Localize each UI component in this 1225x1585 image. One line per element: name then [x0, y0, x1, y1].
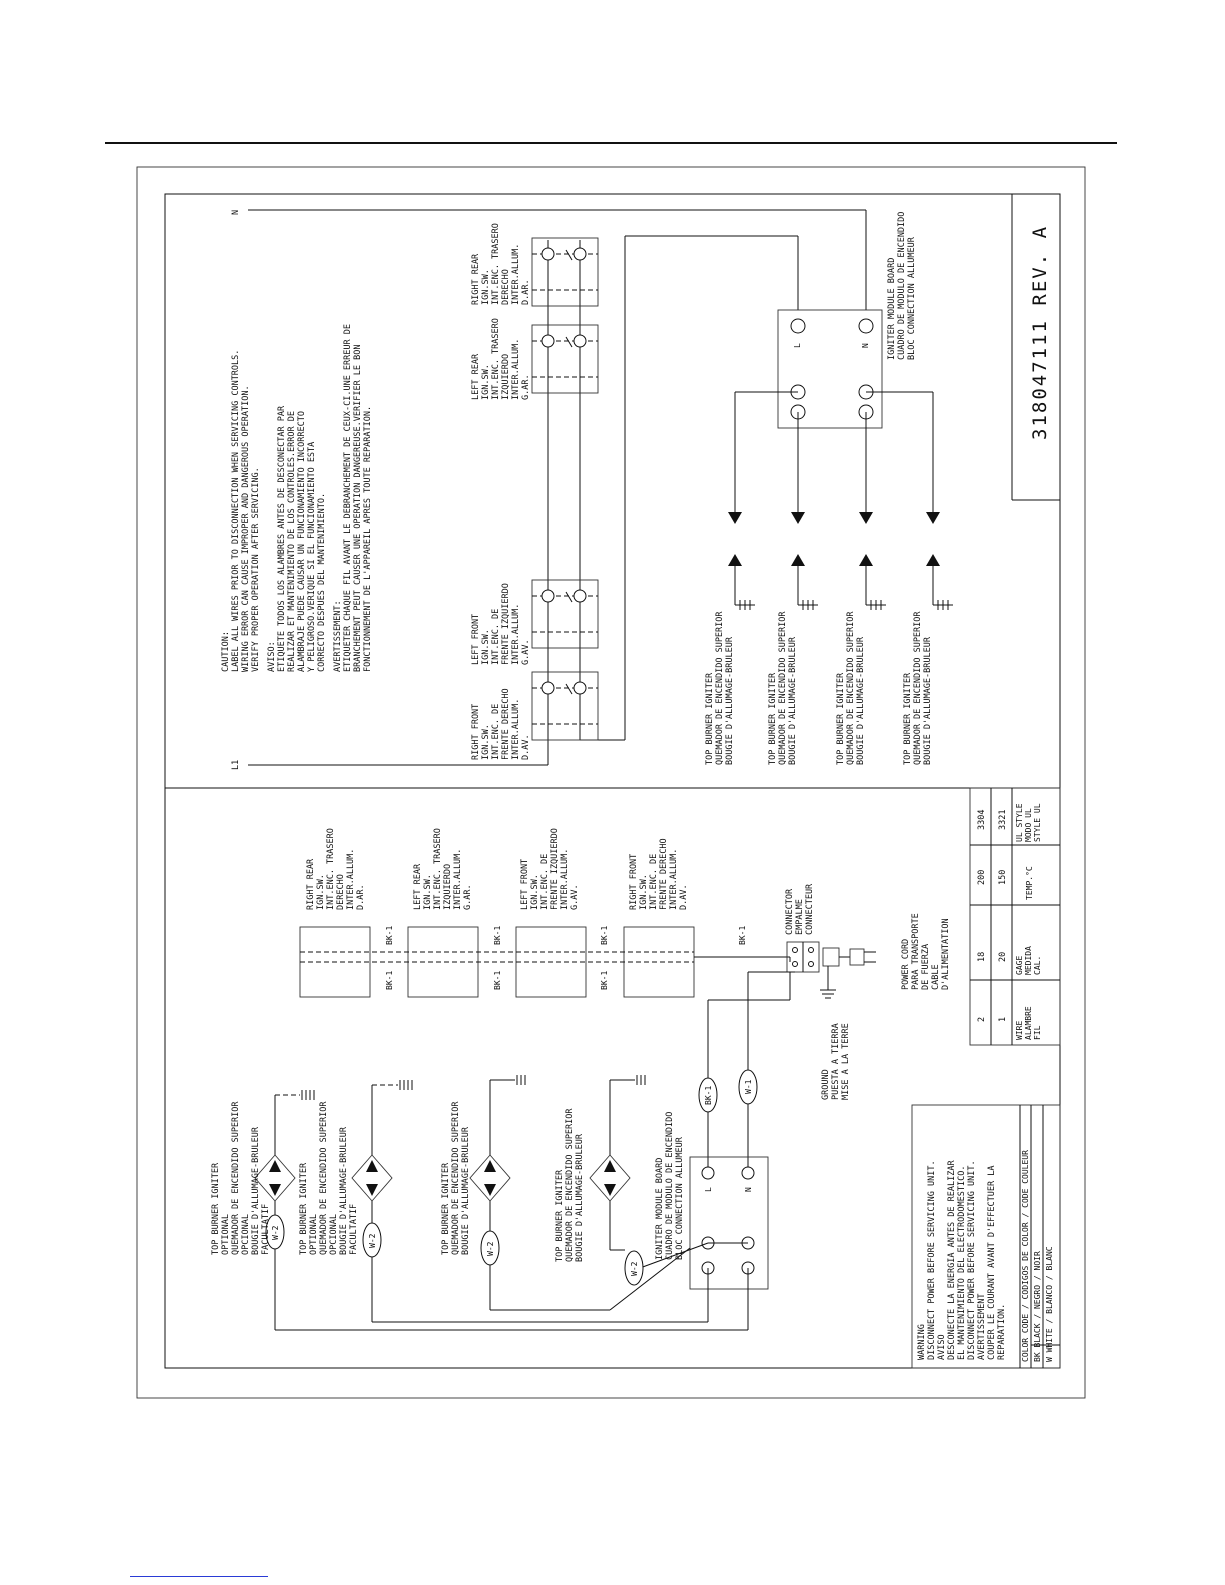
svg-text:INT.ENC. DE: INT.ENC. DE	[540, 853, 550, 910]
svg-text:BOUGIE D'ALLUMAGE-BRULEUR: BOUGIE D'ALLUMAGE-BRULEUR	[856, 637, 866, 765]
caution-line: AVISO:	[267, 641, 277, 672]
igniter-module-lower	[690, 1157, 768, 1289]
svg-text:FRENTE DERECHO: FRENTE DERECHO	[501, 688, 511, 760]
svg-text:BOUGIE D'ALLUMAGE-BRULEUR: BOUGIE D'ALLUMAGE-BRULEUR	[339, 1127, 349, 1255]
svg-text:INTER.ALLUM.: INTER.ALLUM.	[346, 848, 356, 910]
svg-text:GAGE: GAGE	[1015, 955, 1024, 975]
svg-text:LEFT REAR: LEFT REAR	[413, 863, 423, 910]
svg-text:IGN.SW.: IGN.SW.	[316, 874, 326, 910]
svg-text:DE FUERZA: DE FUERZA	[921, 943, 931, 990]
svg-text:INT.ENC. DE: INT.ENC. DE	[491, 703, 501, 760]
switch-label-left-front	[471, 583, 531, 665]
svg-text:STYLE UL: STYLE UL	[1033, 803, 1042, 842]
svg-text:TOP BURNER IGNITER: TOP BURNER IGNITER	[903, 672, 913, 765]
svg-text:IGNITER MODULE BOARD: IGNITER MODULE BOARD	[655, 1157, 665, 1260]
svg-text:CONNECTEUR: CONNECTEUR	[805, 883, 815, 935]
svg-text:IGN.SW.: IGN.SW.	[481, 629, 491, 665]
svg-text:ALAMBRE: ALAMBRE	[1024, 1006, 1033, 1040]
pictorial-label-left-rear	[413, 828, 473, 910]
svg-text:QUEMADOR DE ENCENDIDO SUPERIOR: QUEMADOR DE ENCENDIDO SUPERIOR	[451, 1101, 461, 1255]
svg-text:G.AV.: G.AV.	[521, 639, 531, 665]
svg-text:IZQUIERDO: IZQUIERDO	[501, 353, 511, 400]
svg-text:IGN.SW.: IGN.SW.	[423, 874, 433, 910]
svg-text:BLOC CONNECTION ALLUMEUR: BLOC CONNECTION ALLUMEUR	[675, 1137, 685, 1260]
svg-text:DERECHO: DERECHO	[501, 269, 511, 305]
svg-text:UL STYLE: UL STYLE	[1015, 803, 1024, 842]
svg-text:BK-1: BK-1	[385, 925, 394, 945]
svg-text:BLOC CONNECTION ALLUMEUR: BLOC CONNECTION ALLUMEUR	[907, 237, 917, 360]
svg-text:IZQUIERDO: IZQUIERDO	[443, 863, 453, 910]
svg-text:CAL.: CAL.	[1033, 955, 1042, 975]
optional-igniter-label	[211, 1101, 271, 1255]
svg-text:CABLE: CABLE	[931, 964, 941, 990]
svg-text:N: N	[861, 343, 870, 348]
pictorial-wiring	[699, 957, 795, 1170]
svg-text:1: 1	[998, 1016, 1008, 1022]
svg-text:L: L	[793, 343, 802, 348]
caution-line: ETIQUETE TODOS LOS ALAMBRES ANTES DE DESCONECTAR PAR	[277, 405, 287, 672]
power-cord	[820, 948, 876, 998]
svg-text:QUEMADOR DE ENCENDIDO SUPERIOR: QUEMADOR DE ENCENDIDO SUPERIOR	[846, 611, 856, 765]
switch-right-front	[532, 672, 598, 740]
svg-text:INTER.ALLUM.: INTER.ALLUM.	[669, 848, 679, 910]
pictorial-label-right-front	[629, 838, 689, 910]
svg-text:BK BLACK / NEGRO / NOIR: BK BLACK / NEGRO / NOIR	[1033, 1251, 1042, 1362]
svg-text:COUPER LE COURANT AVANT D'EFFE: COUPER LE COURANT AVANT D'EFFECTUER LA	[987, 1165, 997, 1360]
pictorial-label-left-front	[520, 828, 580, 910]
svg-text:FRENTE DERECHO: FRENTE DERECHO	[659, 838, 669, 910]
caution-line: ALAMBRAJE PUEDE CAUSAR UN FUNCIONAMIENTO INCORRECTO	[297, 411, 307, 672]
svg-text:INT.ENC. DE: INT.ENC. DE	[649, 853, 659, 910]
caution-line: Y PELIGROSO.VERIQUE SI EL FUNCIONAMIENTO ESTA	[307, 441, 317, 672]
switch-left-front	[532, 580, 598, 648]
svg-text:IGN.SW.: IGN.SW.	[530, 874, 540, 910]
svg-text:PUESTA A TIERRA: PUESTA A TIERRA	[831, 1023, 841, 1100]
svg-text:DISCONNECT POWER BEFORE SERVIC: DISCONNECT POWER BEFORE SERVICING UNIT.	[967, 1160, 977, 1360]
svg-text:PARA TRANSPORTE: PARA TRANSPORTE	[911, 913, 921, 990]
svg-text:IGN.SW.: IGN.SW.	[639, 874, 649, 910]
svg-text:D.AR.: D.AR.	[521, 279, 531, 305]
pictorial-label-right-rear	[306, 828, 366, 910]
igniter-module-upper	[778, 310, 882, 428]
svg-text:BOUGIE D'ALLUMAGE-BRULEUR: BOUGIE D'ALLUMAGE-BRULEUR	[923, 637, 933, 765]
svg-text:DESCONECTE LA ENERGIA ANTES DE: DESCONECTE LA ENERGIA ANTES DE REALIZAR	[947, 1160, 957, 1360]
top-burner-igniter-label	[705, 611, 735, 765]
svg-text:QUEMADOR DE ENCENDIDO SUPERIOR: QUEMADOR DE ENCENDIDO SUPERIOR	[565, 1108, 575, 1262]
caution-line: ETIQUETER CHAQUE FIL AVANT LE DEBRANCHEMENT DE CEUX-CI.UNE ERREUR DE	[343, 324, 353, 672]
svg-text:FRENTE IZQUIERDO: FRENTE IZQUIERDO	[550, 828, 560, 910]
svg-text:RIGHT REAR: RIGHT REAR	[306, 858, 316, 910]
svg-text:GROUND: GROUND	[821, 1069, 831, 1100]
svg-text:TOP BURNER IGNITER: TOP BURNER IGNITER	[441, 1162, 451, 1255]
caution-line: CAUTION:	[221, 631, 231, 672]
switch-label-right-rear	[471, 223, 531, 305]
svg-text:D.AR.: D.AR.	[356, 884, 366, 910]
svg-text:DERECHO: DERECHO	[336, 874, 346, 910]
svg-text:D.AV.: D.AV.	[521, 734, 531, 760]
svg-text:TOP BURNER IGNITER: TOP BURNER IGNITER	[299, 1162, 309, 1255]
top-burner-igniter-label-lower	[555, 1108, 585, 1262]
svg-text:QUEMADOR DE ENCENDIDO SUPERIOR: QUEMADOR DE ENCENDIDO SUPERIOR	[778, 611, 788, 765]
connector-label	[785, 883, 815, 935]
svg-text:BOUGIE D'ALLUMAGE-BRULEUR: BOUGIE D'ALLUMAGE-BRULEUR	[461, 1127, 471, 1255]
l1-label: L1	[231, 759, 241, 770]
svg-text:W WHITE / BLANCO / BLANC: W WHITE / BLANCO / BLANC	[1045, 1246, 1054, 1362]
svg-text:EMPALME: EMPALME	[795, 899, 805, 935]
svg-text:W-1: W-1	[744, 1079, 753, 1094]
svg-text:3304: 3304	[977, 809, 987, 830]
svg-text:COLOR CODE / CODIGOS DE COLOR: COLOR CODE / CODIGOS DE COLOR / CODE COULEUR	[1021, 1150, 1030, 1362]
svg-text:INTER.ALLUM.: INTER.ALLUM.	[453, 848, 463, 910]
switch-label-left-rear	[471, 318, 531, 400]
igniter-module-label-lower	[655, 1112, 685, 1260]
caution-line: LABEL ALL WIRES PRIOR TO DISCONNECTION WHEN SERVICING CONTROLS.	[231, 349, 241, 672]
n-label: N	[231, 209, 241, 215]
svg-text:OPTIONAL: OPTIONAL	[309, 1214, 319, 1255]
svg-text:LEFT FRONT: LEFT FRONT	[471, 613, 481, 665]
svg-text:IGN.SW.: IGN.SW.	[481, 724, 491, 760]
svg-text:OPCIONAL: OPCIONAL	[329, 1214, 339, 1255]
svg-text:TOP BURNER IGNITER: TOP BURNER IGNITER	[836, 672, 846, 765]
svg-text:INTER.ALLUM.: INTER.ALLUM.	[511, 698, 521, 760]
svg-text:BOUGIE D'ALLUMAGE-BRULEUR: BOUGIE D'ALLUMAGE-BRULEUR	[251, 1127, 261, 1255]
caution-text-block	[221, 324, 373, 672]
outer-frame	[137, 167, 1085, 1398]
svg-text:REPARATION.: REPARATION.	[997, 1303, 1007, 1360]
caution-line: WIRING ERROR CAN CAUSE IMPROPER AND DANGEROUS OPERATION.	[241, 385, 251, 672]
svg-text:IGN.SW.: IGN.SW.	[481, 269, 491, 305]
wire-spec-cells	[977, 803, 1042, 1040]
svg-text:FIL: FIL	[1033, 1025, 1042, 1040]
svg-text:G.AR.: G.AR.	[521, 374, 531, 400]
svg-text:FRENTE IZQUIERDO: FRENTE IZQUIERDO	[501, 583, 511, 665]
svg-text:TOP BURNER IGNITER: TOP BURNER IGNITER	[705, 672, 715, 765]
svg-text:LEFT REAR: LEFT REAR	[471, 353, 481, 400]
svg-text:OPTIONAL: OPTIONAL	[221, 1214, 231, 1255]
svg-text:RIGHT FRONT: RIGHT FRONT	[629, 853, 639, 910]
svg-text:BOUGIE D'ALLUMAGE-BRULEUR: BOUGIE D'ALLUMAGE-BRULEUR	[575, 1134, 585, 1262]
svg-text:L: L	[704, 1187, 713, 1192]
svg-text:TOP BURNER IGNITER: TOP BURNER IGNITER	[211, 1162, 221, 1255]
svg-text:BK-1: BK-1	[385, 970, 394, 990]
svg-text:INT.ENC. TRASERO: INT.ENC. TRASERO	[326, 828, 336, 910]
svg-text:MEDIDA: MEDIDA	[1024, 946, 1033, 975]
svg-text:BK-1: BK-1	[704, 1085, 713, 1105]
svg-text:DISCONNECT POWER BEFORE SERVIC: DISCONNECT POWER BEFORE SERVICING UNIT.	[927, 1160, 937, 1360]
svg-text:QUEMADOR DE ENCENDIDO SUPERIOR: QUEMADOR DE ENCENDIDO SUPERIOR	[715, 611, 725, 765]
switch-right-rear	[532, 238, 598, 306]
svg-text:INT.ENC. DE: INT.ENC. DE	[491, 608, 501, 665]
svg-text:INTER.ALLUM.: INTER.ALLUM.	[511, 243, 521, 305]
svg-text:AVERTISSEMENT: AVERTISSEMENT	[977, 1293, 987, 1360]
svg-text:FACULTATIF: FACULTATIF	[261, 1203, 271, 1255]
warning-text	[917, 1160, 1007, 1360]
svg-text:W-2: W-2	[630, 1261, 639, 1276]
svg-text:150: 150	[998, 869, 1008, 885]
svg-text:TOP BURNER IGNITER: TOP BURNER IGNITER	[555, 1169, 565, 1262]
svg-text:INT.ENC. TRASERO: INT.ENC. TRASERO	[491, 318, 501, 400]
svg-text:AVISO: AVISO	[937, 1334, 947, 1360]
svg-text:QUEMADOR DE ENCENDIDO SUPERIOR: QUEMADOR DE ENCENDIDO SUPERIOR	[231, 1101, 241, 1255]
svg-text:INTER.ALLUM.: INTER.ALLUM.	[511, 338, 521, 400]
caution-line: BRANCHEMENT PEUT CAUSER UNE OPERATION DANGEREUSE.VERIFIER LE BON	[353, 344, 363, 672]
power-cord-label	[901, 913, 951, 990]
svg-text:INTER.ALLUM.: INTER.ALLUM.	[511, 603, 521, 665]
svg-text:200: 200	[977, 869, 987, 885]
igniter-output-wires	[728, 392, 953, 610]
svg-text:BK-1: BK-1	[493, 970, 502, 990]
svg-text:G.AV.: G.AV.	[570, 884, 580, 910]
svg-text:QUEMADOR DE ENCENDIDO SUPERIOR: QUEMADOR DE ENCENDIDO SUPERIOR	[913, 611, 923, 765]
svg-text:MODO UL: MODO UL	[1024, 808, 1033, 842]
svg-text:BOUGIE D'ALLUMAGE-BRULEUR: BOUGIE D'ALLUMAGE-BRULEUR	[788, 637, 798, 765]
svg-text:BK-1: BK-1	[600, 925, 609, 945]
top-burner-igniter-label-lower	[441, 1101, 471, 1255]
svg-text:POWER CORD: POWER CORD	[901, 938, 911, 990]
svg-text:N: N	[744, 1187, 753, 1192]
top-burner-igniter-label	[903, 611, 933, 765]
svg-text:INT.ENC. TRASERO: INT.ENC. TRASERO	[433, 828, 443, 910]
svg-text:W-2: W-2	[271, 1225, 280, 1240]
svg-text:18: 18	[977, 951, 987, 962]
svg-text:MISE A LA TERRE: MISE A LA TERRE	[841, 1023, 851, 1100]
svg-text:TEMP.°C: TEMP.°C	[1025, 866, 1034, 900]
svg-text:CUADRO DE MODULO DE ENCENDIDO: CUADRO DE MODULO DE ENCENDIDO	[665, 1111, 675, 1260]
igniter-module-label-upper	[887, 212, 917, 360]
svg-text:D.AV.: D.AV.	[679, 884, 689, 910]
svg-text:2: 2	[977, 1016, 987, 1022]
svg-text:LEFT FRONT: LEFT FRONT	[520, 858, 530, 910]
svg-text:IGN.SW.: IGN.SW.	[481, 364, 491, 400]
color-code-legend	[1021, 1150, 1054, 1362]
svg-text:CONNECTOR: CONNECTOR	[785, 888, 795, 935]
svg-text:BK-1: BK-1	[493, 925, 502, 945]
svg-text:G.AR.: G.AR.	[463, 884, 473, 910]
svg-text:IGNITER MODULE BOARD: IGNITER MODULE BOARD	[887, 257, 897, 360]
svg-text:20: 20	[998, 951, 1008, 962]
part-number: 318047111 REV. A	[1029, 224, 1051, 440]
caution-line: FONCTIONNEMENT DE L'APPAREIL APRES TOUTE REPARATION.	[363, 405, 373, 672]
ground-label	[821, 1023, 851, 1100]
svg-text:TOP BURNER IGNITER: TOP BURNER IGNITER	[768, 672, 778, 765]
svg-text:D'ALIMENTATION: D'ALIMENTATION	[941, 918, 951, 990]
top-burner-igniter-label	[768, 611, 798, 765]
svg-text:WIRE: WIRE	[1015, 1020, 1024, 1040]
caution-line: AVERTISSEMENT:	[333, 600, 343, 672]
pictorial-switches	[300, 927, 790, 997]
svg-text:OPCIONAL: OPCIONAL	[241, 1214, 251, 1255]
connector	[787, 942, 819, 972]
caution-line: VERIFY PROPER OPERATION AFTER SERVICING.	[251, 467, 261, 672]
svg-text:RIGHT REAR: RIGHT REAR	[471, 253, 481, 305]
svg-text:CUADRO DE MODULO DE ENCENDIDO: CUADRO DE MODULO DE ENCENDIDO	[897, 211, 907, 360]
svg-text:RIGHT FRONT: RIGHT FRONT	[471, 703, 481, 760]
svg-text:BK-1: BK-1	[600, 970, 609, 990]
optional-igniter-label	[299, 1101, 359, 1255]
svg-text:BK-1: BK-1	[738, 925, 747, 945]
svg-text:INTER.ALLUM.: INTER.ALLUM.	[560, 848, 570, 910]
svg-text:BOUGIE D'ALLUMAGE-BRULEUR: BOUGIE D'ALLUMAGE-BRULEUR	[725, 637, 735, 765]
svg-text:INT.ENC. TRASERO: INT.ENC. TRASERO	[491, 223, 501, 305]
svg-text:FACULTATIF: FACULTATIF	[349, 1203, 359, 1255]
top-burner-igniter-label	[836, 611, 866, 765]
svg-text:WARNING: WARNING	[917, 1324, 927, 1360]
svg-text:W-2: W-2	[368, 1233, 377, 1248]
caution-line: REALIZAR ET MANTENIMIENTO DE LOS CONTROLES.ERROR DE	[287, 411, 297, 672]
svg-text:EL MANTENIMIENTO DEL ELECTRODO: EL MANTENIMIENTO DEL ELECTRODOMESTICO.	[957, 1165, 967, 1360]
svg-text:QUEMADOR DE ENCENDIDO SUPERIOR: QUEMADOR DE ENCENDIDO SUPERIOR	[319, 1101, 329, 1255]
bk1-labels	[385, 926, 747, 990]
caution-line: CORRECTO DESPUES DEL MANTENIMIENTO.	[317, 492, 327, 672]
svg-text:W-2: W-2	[486, 1241, 495, 1256]
switch-label-right-front	[471, 688, 531, 760]
svg-text:3321: 3321	[998, 809, 1008, 830]
switch-left-rear	[532, 325, 598, 393]
